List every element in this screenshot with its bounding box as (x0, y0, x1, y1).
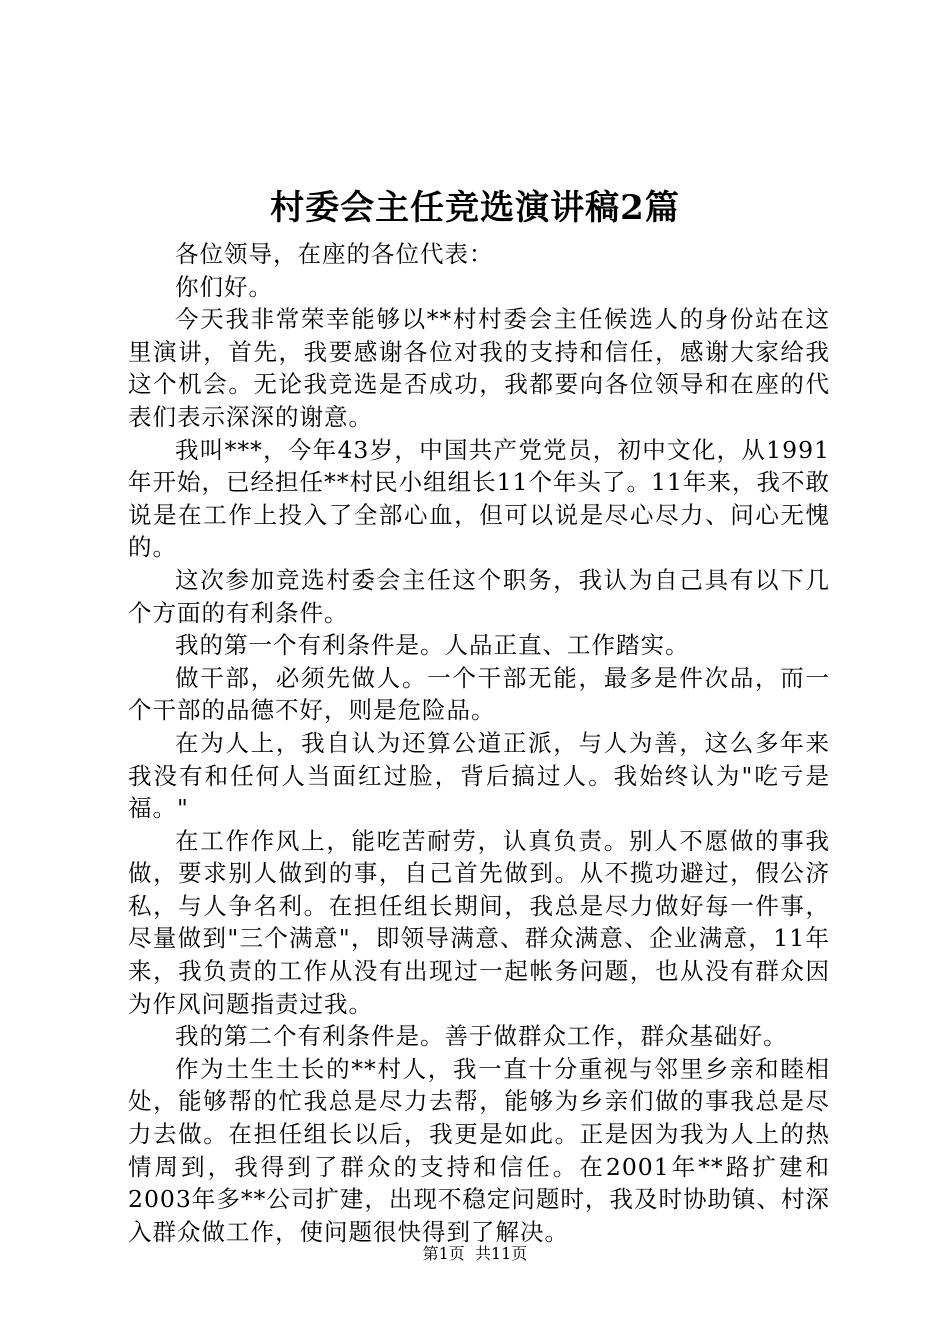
paragraph: 做干部，必须先做人。一个干部无能，最多是件次品，而一个干部的品德不好，则是危险品。 (128, 663, 830, 725)
greeting: 你们好。 (175, 272, 273, 301)
paragraph: 作为土生土长的**村人，我一直十分重视与邻里乡亲和睦相处，能够帮的忙我总是尽力去帮，能够为乡亲们做的事我总是尽力去做。在担任组长以后，我更是如此。正是因为我为人上的热情周到，我得到了群众的支持和信任。在2001年**路扩建和2003年多**公司扩建，出现不稳定问题时，我及时协助镇、村深入群众做工作，使问题很快得到了解决。 (128, 1054, 830, 1246)
paragraph: 我的第一个有利条件是。人品正直、工作踏实。 (175, 631, 690, 660)
paragraph: 在工作作风上，能吃苦耐劳，认真负责。别人不愿做的事我做，要求别人做到的事，自己首先做到。从不揽功避过，假公济私，与人争名利。在担任组长期间，我总是尽力做好每一件事，尽量做到"三个满意"，即领导满意、群众满意、企业满意，11年来，我负责的工作从没有出现过一起帐务问题，也从没有群众因为作风问题指责过我。 (128, 826, 830, 1018)
paragraph: 今天我非常荣幸能够以**村村委会主任候选人的身份站在这里演讲，首先，我要感谢各位对我的支持和信任，感谢大家给我这个机会。无论我竞选是否成功，我都要向各位领导和在座的代表们表示深深的谢意。 (128, 305, 830, 431)
salutation: 各位领导，在座的各位代表： (175, 240, 494, 268)
page-footer (0, 1242, 950, 1266)
page-total: 共11页 (474, 1244, 528, 1263)
document-body (128, 238, 830, 1248)
page-number: 第1页 (422, 1244, 465, 1263)
paragraph: 在为人上，我自认为还算公道正派，与人为善，这么多年来我没有和任何人当面红过脸，背后搞过人。我始终认为"吃亏是福。" (128, 728, 830, 823)
document-title: 村委会主任竞选演讲稿2篇 (270, 188, 680, 228)
paragraph: 我叫***，今年43岁，中国共产党党员，初中文化，从1991年开始，已经担任**村民小组组长11个年头了。11年来，我不敢说是在工作上投入了全部心血，但可以说是尽心尽力、问心无愧的。 (128, 435, 830, 562)
paragraph: 我的第二个有利条件是。善于做群众工作，群众基础好。 (175, 1022, 788, 1051)
paragraph: 这次参加竞选村委会主任这个职务，我认为自己具有以下几个方面的有利条件。 (128, 565, 830, 627)
footer-separator (465, 1244, 475, 1263)
